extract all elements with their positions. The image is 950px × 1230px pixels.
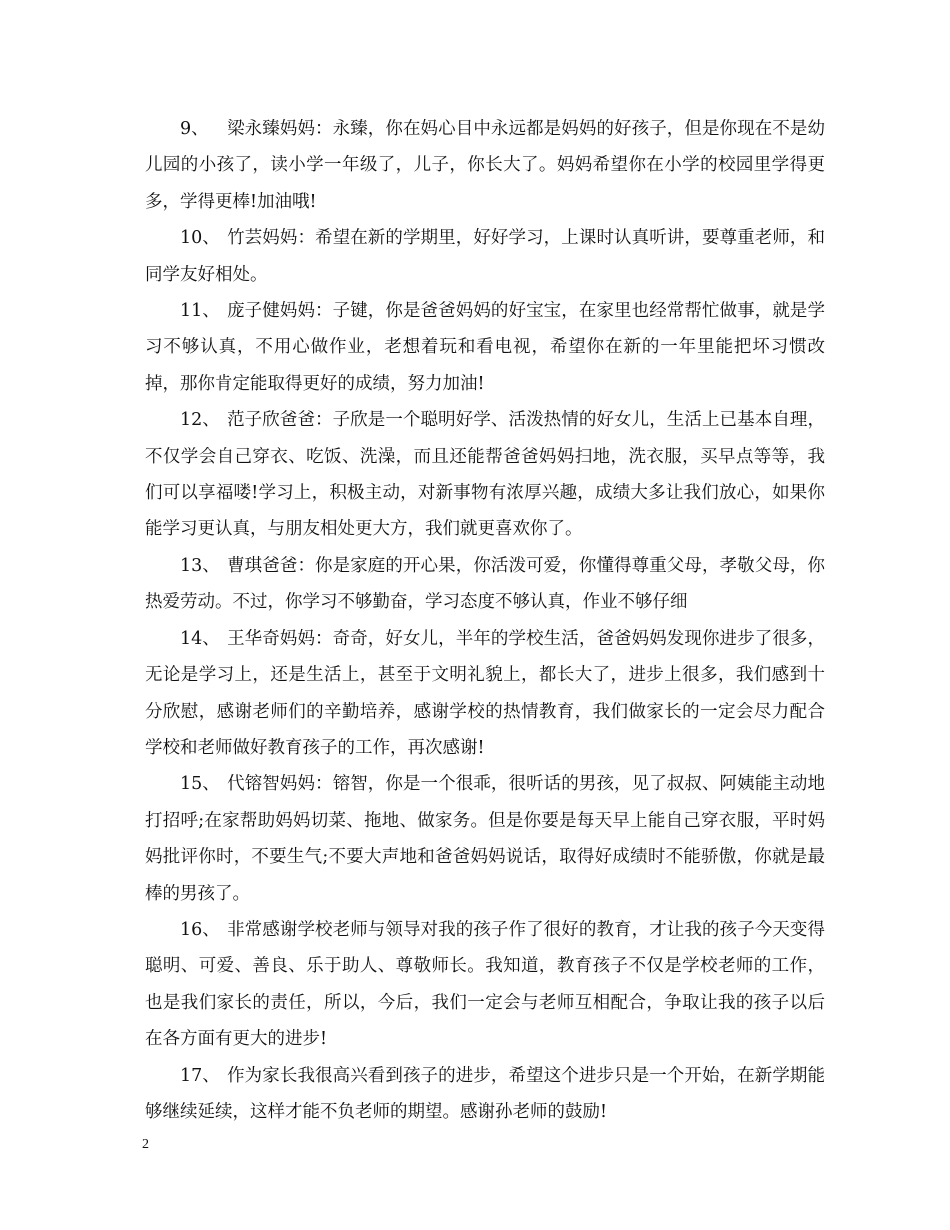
paragraph-number: 17、 xyxy=(180,1065,220,1086)
document-body xyxy=(145,111,825,1130)
paragraph-17 xyxy=(145,1058,825,1131)
paragraph-text: 非常感谢学校老师与领导对我的孩子作了很好的教育，才让我的孩子今天变得聪明、可爱、善良、乐于助人、尊敬师长。我知道，教育孩子不仅是学校老师的工作，也是我们家长的责任，所以，今后，我们一定会与老师互相配合，争取让我的孩子以后在各方面有更大的进步! xyxy=(145,919,825,1050)
paragraph-number: 16、 xyxy=(180,919,220,940)
paragraph-text: 范子欣爸爸：子欣是一个聪明好学、活泼热情的好女儿，生活上已基本自理，不仅学会自己穿衣、吃饭、洗澡，而且还能帮爸爸妈妈扫地，洗衣服，买早点等等，我们可以享福喽!学习上，积极主动，对新事物有浓厚兴趣，成绩大多让我们放心，如果你能学习更认真，与朋友相处更大方，我们就更喜欢你了。 xyxy=(145,410,825,540)
paragraph-16 xyxy=(145,912,825,1058)
paragraph-number: 13、 xyxy=(180,555,220,576)
paragraph-15 xyxy=(145,766,825,912)
paragraph-text: 竹芸妈妈：希望在新的学期里，好好学习，上课时认真听讲，要尊重老师，和同学友好相处。 xyxy=(145,228,825,285)
paragraph-text: 梁永臻妈妈：永臻，你在妈心目中永远都是妈妈的好孩子，但是你现在不是幼儿园的小孩了，读小学一年级了，儿子，你长大了。妈妈希望你在小学的校园里学得更多，学得更棒!加油哦! xyxy=(145,119,825,212)
paragraph-text: 作为家长我很高兴看到孩子的进步，希望这个进步只是一个开始，在新学期能够继续延续，这样才能不负老师的期望。感谢孙老师的鼓励! xyxy=(145,1065,825,1122)
paragraph-number: 10、 xyxy=(180,228,220,249)
paragraph-12 xyxy=(145,402,825,548)
paragraph-text: 庞子健妈妈：子键，你是爸爸妈妈的好宝宝，在家里也经常帮忙做事，就是学习不够认真，不用心做作业，老想着玩和看电视，希望你在新的一年里能把坏习惯改掉，那你肯定能取得更好的成绩，努力加油! xyxy=(145,301,825,394)
paragraph-number: 15、 xyxy=(180,774,220,795)
paragraph-text: 曹琪爸爸：你是家庭的开心果，你活泼可爱，你懂得尊重父母，孝敬父母，你热爱劳动。不过，你学习不够勤奋，学习态度不够认真，作业不够仔细 xyxy=(145,555,825,613)
paragraph-text: 代镕智妈妈：镕智，你是一个很乖，很听话的男孩，见了叔叔、阿姨能主动地打招呼;在家帮助妈妈切菜、拖地、做家务。但是你要是每天早上能自己穿衣服，平时妈妈批评你时，不要生气;不要大声地和爸爸妈妈说话，取得好成绩时不能骄傲，你就是最棒的男孩了。 xyxy=(145,774,825,904)
paragraph-9 xyxy=(145,111,825,220)
page-number: 2 xyxy=(142,1137,149,1152)
paragraph-10 xyxy=(145,220,825,293)
paragraph-14 xyxy=(145,621,825,767)
paragraph-number: 11、 xyxy=(180,301,220,322)
paragraph-13 xyxy=(145,548,825,621)
paragraph-11 xyxy=(145,293,825,402)
paragraph-number: 9、 xyxy=(180,119,209,139)
paragraph-text: 王华奇妈妈：奇奇，好女儿，半年的学校生活，爸爸妈妈发现你进步了很多，无论是学习上，还是生活上，甚至于文明礼貌上，都长大了，进步上很多，我们感到十分欣慰，感谢老师们的辛勤培养，感谢学校的热情教育，我们做家长的一定会尽力配合学校和老师做好教育孩子的工作，再次感谢! xyxy=(145,628,825,758)
paragraph-number: 14、 xyxy=(180,628,220,649)
paragraph-number: 12、 xyxy=(180,410,220,431)
